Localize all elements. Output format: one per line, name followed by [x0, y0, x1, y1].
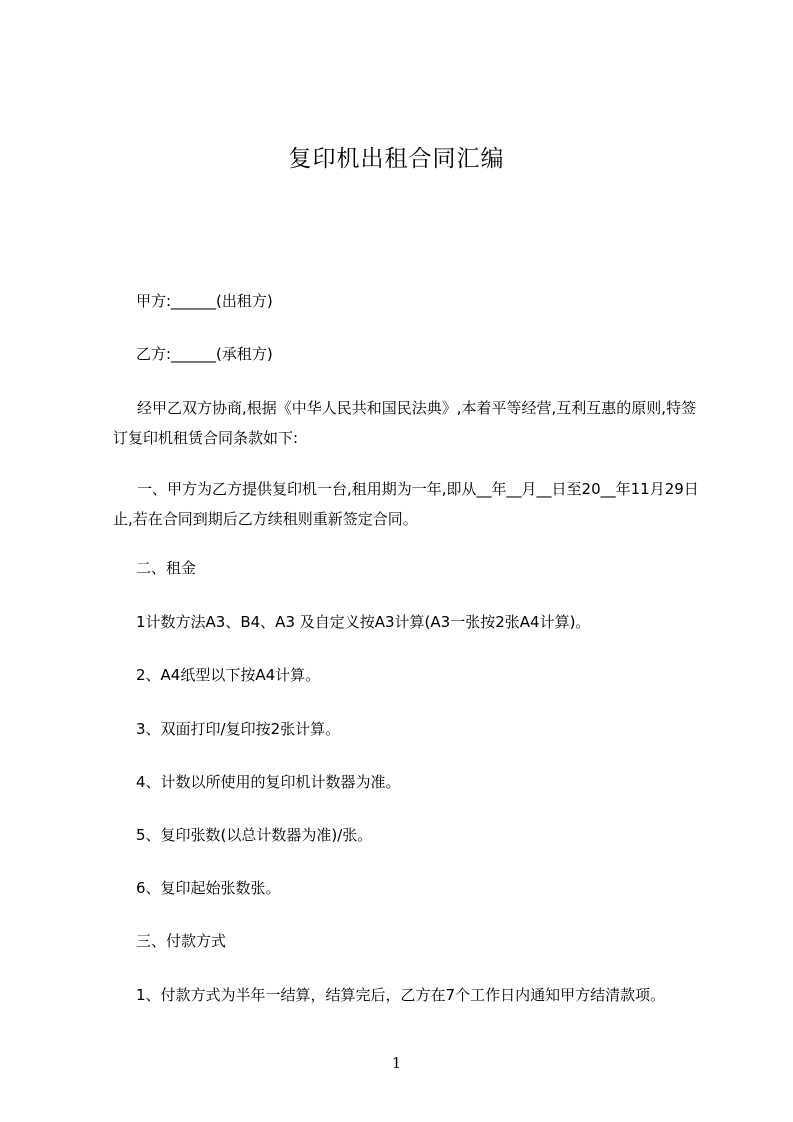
rent-item: 3、双面打印/复印按2张计算。 — [136, 720, 341, 738]
section-2-heading: 二、租金 — [136, 559, 197, 577]
rent-item: 6、复印起始张数张。 — [136, 879, 281, 897]
page-number: 1 — [391, 1054, 402, 1072]
rent-item: 1计数方法A3、B4、A3 及自定义按A3计算(A3一张按2张A4计算)。 — [136, 613, 591, 631]
party-b-line: 乙方:______(承租方) — [136, 345, 273, 363]
party-a-line: 甲方:______(出租方) — [136, 292, 273, 310]
clause-1-paragraph: 一、甲方为乙方提供复印机一台,租用期为一年,即从__年__月__日至20__年11月29日止,若在合同到期后乙方续租则重新签定合同。 — [113, 480, 699, 528]
payment-item: 1、付款方式为半年一结算，结算完后，乙方在7个工作日内通知甲方结清款项。 — [136, 986, 666, 1004]
rent-item: 4、计数以所使用的复印机计数器为准。 — [136, 773, 401, 791]
rent-item: 5、复印张数(以总计数器为准)/张。 — [136, 826, 373, 844]
section-3-heading: 三、付款方式 — [136, 932, 227, 950]
rent-item: 2、A4纸型以下按A4计算。 — [136, 666, 321, 684]
document-title: 复印机出租合同汇编 — [288, 146, 505, 172]
intro-paragraph: 经甲乙双方协商,根据《中华人民共和国民法典》,本着平等经营,互利互惠的原则,特签订复印机租赁合同条款如下: — [113, 399, 697, 447]
